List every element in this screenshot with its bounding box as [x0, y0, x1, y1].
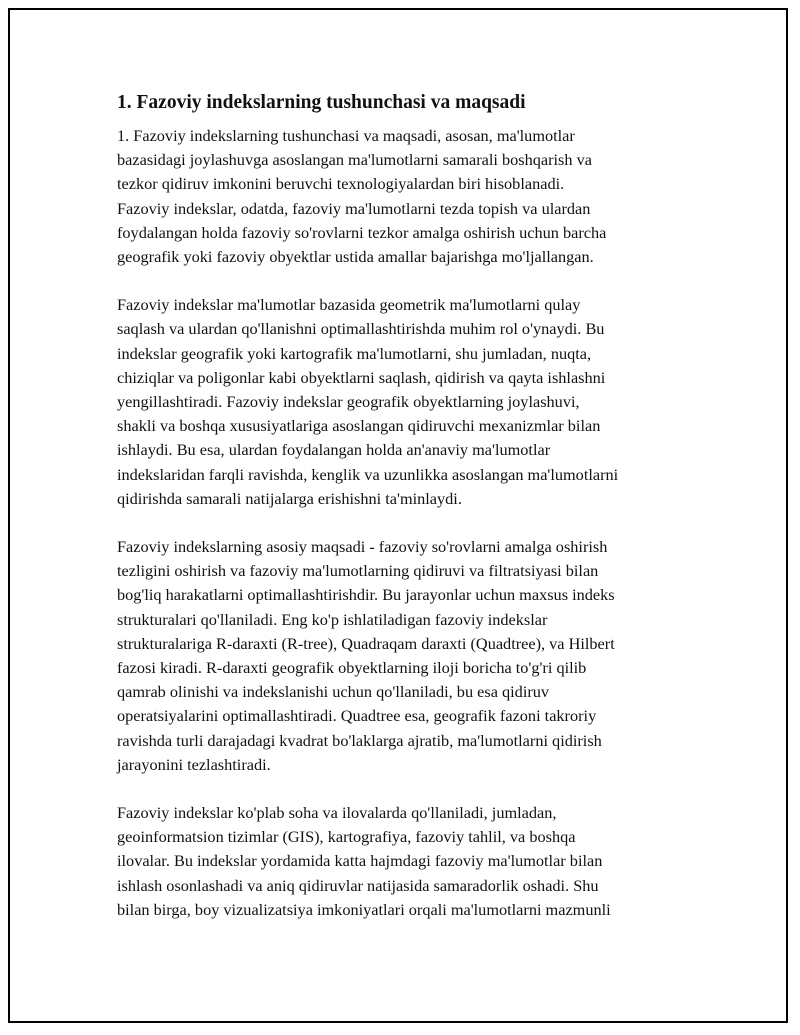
text-line: Fazoviy indekslar ko'plab soha va ilovalarda qo'llaniladi, jumladan,	[117, 803, 557, 823]
text-line: operatsiyalarini optimallashtiradi. Quadtree esa, geografik fazoni takroriy	[117, 706, 597, 726]
text-line: qamrab olinishi va indekslanishi uchun qo'llaniladi, bu esa qidiruv	[117, 682, 550, 702]
text-line: saqlash va ulardan qo'llanishni optimallashtirishda muhim rol o'ynaydi. Bu	[117, 319, 605, 339]
document-body	[117, 90, 687, 946]
text-line: qidirishda samarali natijalarga erishishni ta'minlaydi.	[117, 488, 462, 508]
text-line: chiziqlar va poligonlar kabi obyektlarni saqlash, qidirish va qayta ishlashni	[117, 367, 606, 387]
text-line: ilovalar. Bu indekslar yordamida katta hajmdagi fazoviy ma'lumotlar bilan	[117, 851, 603, 871]
text-line: 1. Fazoviy indekslarning tushunchasi va maqsadi, asosan, ma'lumotlar	[117, 126, 575, 145]
text-line: ishlash osonlashadi va aniq qidiruvlar natijasida samaradorlik oshadi. Shu	[117, 875, 599, 895]
text-line: Fazoviy indekslar, odatda, fazoviy ma'lumotlarni tezda topish va ulardan	[117, 198, 591, 218]
text-line: geoinformatsion tizimlar (GIS), kartografiya, fazoviy tahlil, va boshqa	[117, 827, 576, 847]
text-line: foydalangan holda fazoviy so'rovlarni tezkor amalga oshirish uchun barcha	[117, 222, 607, 242]
text-line: yengillashtiradi. Fazoviy indekslar geografik obyektlarning joylashuvi,	[117, 392, 580, 412]
text-line: geografik yoki fazoviy obyektlar ustida amallar bajarishga mo'ljallangan.	[117, 247, 594, 267]
text-line: indekslar geografik yoki kartografik ma'lumotlarni, shu jumladan, nuqta,	[117, 343, 592, 363]
text-line: ishlaydi. Bu esa, ulardan foydalangan holda an'anaviy ma'lumotlar	[117, 440, 551, 460]
document-title: 1. Fazoviy indekslarning tushunchasi va maqsadi	[117, 92, 526, 113]
text-line: tezligini oshirish va fazoviy ma'lumotlarning qidiruvi va filtratsiyasi bilan	[117, 561, 599, 581]
text-line: jarayonini tezlashtiradi.	[117, 754, 271, 774]
text-line: Fazoviy indekslar ma'lumotlar bazasida geometrik ma'lumotlarni qulay	[117, 295, 581, 315]
text-line: shakli va boshqa xususiyatlariga asoslangan qidiruvchi mexanizmlar bilan	[117, 416, 601, 436]
paragraph-3	[117, 535, 687, 777]
text-line: tezkor qidiruv imkonini beruvchi texnologiyalardan biri hisoblanadi.	[117, 174, 565, 194]
text-line: indekslaridan farqli ravishda, kenglik va uzunlikka asoslangan ma'lumotlarni	[117, 464, 619, 484]
text-line: bog'liq harakatlarni optimallashtirishdir. Bu jarayonlar uchun maxsus indeks	[117, 585, 615, 605]
text-line: strukturalari qo'llaniladi. Eng ko'p ishlatiladigan fazoviy indekslar	[117, 609, 548, 629]
text-line: ravishda turli darajadagi kvadrat bo'laklarga ajratib, ma'lumotlarni qidirish	[117, 730, 602, 750]
text-line: bazasidagi joylashuvga asoslangan ma'lumotlarni samarali boshqarish va	[117, 150, 592, 170]
text-line: strukturalariga R-daraxti (R-tree), Quadraqam daraxti (Quadtree), va Hilbert	[117, 633, 615, 653]
text-line: fazosi kiradi. R-daraxti geografik obyektlarning iloji boricha to'g'ri qilib	[117, 658, 587, 678]
paragraph-4	[117, 801, 687, 922]
paragraph-1	[117, 124, 687, 269]
text-line: bilan birga, boy vizualizatsiya imkoniyatlari orqali ma'lumotlarni mazmunli	[117, 899, 611, 919]
text-line: Fazoviy indekslarning asosiy maqsadi - fazoviy so'rovlarni amalga oshirish	[117, 537, 608, 557]
paragraph-2	[117, 293, 687, 511]
